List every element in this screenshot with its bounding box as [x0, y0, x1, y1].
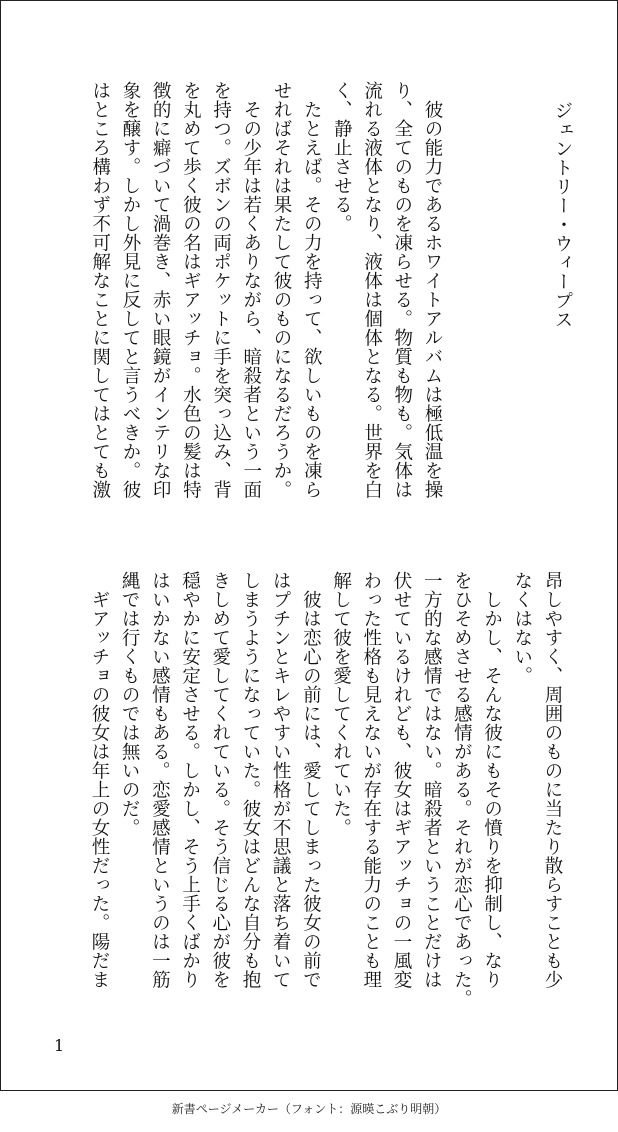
- text-line: しまうようになっていた。彼女はどんな自分も抱: [239, 571, 261, 989]
- footer-caption: 新書ページメーカー（フォント：源暎こぶり明朝）: [171, 1102, 447, 1116]
- text-line: きしめて愛してくれている。そう信じる心が彼を: [209, 571, 231, 989]
- text-line: 伏せているけれども、彼女はギアッチョの一風変: [390, 571, 412, 989]
- text-line: はプチンとキレやすい性格が不思議と落ち着いて: [270, 571, 292, 989]
- text-line: なくはない。: [511, 571, 533, 685]
- text-line: 流れる液体となり、液体は個体となる。世界を白: [361, 81, 383, 499]
- upper-text-block: [85, 81, 447, 521]
- text-line: く、静止させる。: [331, 81, 353, 233]
- text-line: り、全てのものを凍らせる。物質も物も。気体は: [391, 81, 413, 499]
- text-line: 彼の能力であるホワイトアルバムは極低温を操: [422, 81, 443, 499]
- page-number: 1: [54, 1036, 65, 1055]
- text-line: 穏やかに安定させる。しかし、そう上手くばかり: [179, 571, 201, 989]
- text-line: 解して彼を愛してくれていた。: [330, 571, 352, 837]
- text-line: せればそれは果たして彼のものになるだろうか。: [270, 81, 292, 499]
- text-line: 徴的に癖づいて渦巻き、赤い眼鏡がインテリな印: [150, 81, 172, 499]
- text-line: はいかない感情もある。恋愛感情というのは一筋: [149, 571, 171, 989]
- lower-text-block: [84, 571, 567, 1011]
- text-line: を持つ。ズボンの両ポケットに手を突っ込み、背: [210, 81, 232, 499]
- text-line: その少年は若くありながら、暗殺者という一面: [240, 81, 262, 499]
- text-line: ギアッチョの彼女は年上の女性だった。陽だま: [88, 571, 110, 989]
- text-line: をひそめさせる感情がある。それが恋心であった。: [451, 571, 473, 1008]
- text-line: はところ構わず不可解なことに関してはとても激: [89, 81, 111, 499]
- text-line: 象を醸す。しかし外見に反してと言うべきか。彼: [119, 81, 141, 499]
- document-title: ジェントリー・ウィープス: [552, 101, 573, 329]
- text-line: たとえば。その力を持って、欲しいものを凍ら: [301, 81, 323, 499]
- text-line: 縄では行くものでは無いのだ。: [119, 571, 141, 837]
- text-line: わった性格も見えないが存在する能力のことも理: [360, 571, 382, 989]
- text-line: 一方的な感情ではない。暗殺者ということだけは: [421, 571, 443, 989]
- text-line: 昂しやすく、周囲のものに当たり散らすことも少: [542, 571, 563, 989]
- text-line: 彼は恋心の前には、愛してしまった彼女の前で: [300, 571, 322, 989]
- text-line: しかし、そんな彼にもその憤りを抑制し、なり: [481, 571, 503, 989]
- text-line: を丸めて歩く彼の名はギアッチョ。水色の髪は特: [180, 81, 202, 499]
